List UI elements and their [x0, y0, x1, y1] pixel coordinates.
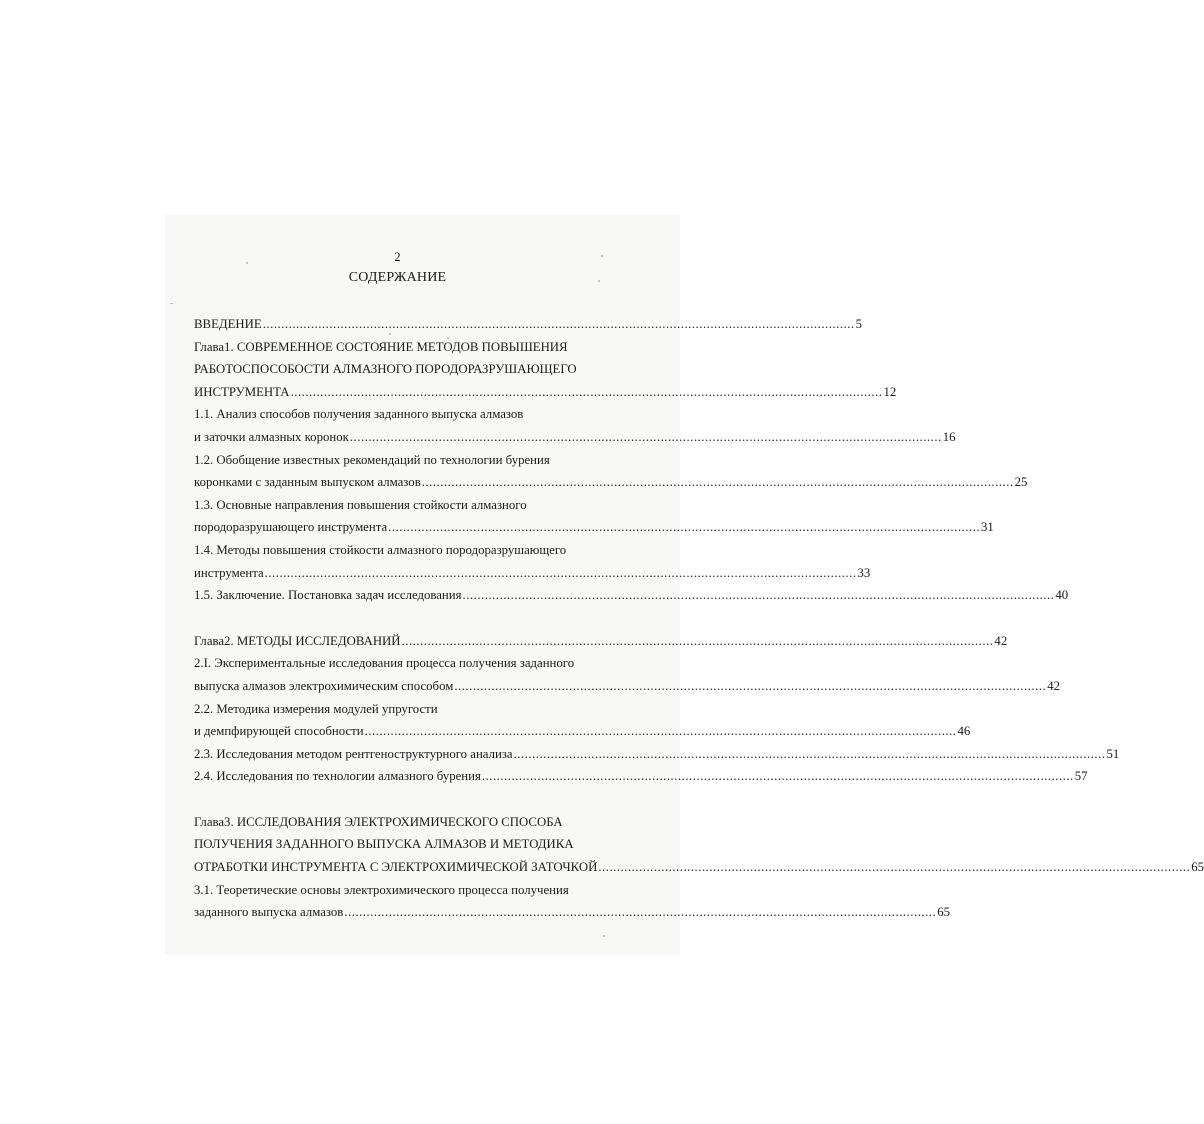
toc-entry-title: ИНСТРУМЕНТА — [194, 384, 290, 399]
dot-leader: ................................................................................................................................................................ — [598, 860, 1191, 875]
scan-speck — [170, 303, 173, 304]
toc-entry-line: 1.3. Основные направления повышения стойкости алмазного — [194, 497, 527, 512]
toc-entry-final-line — [194, 426, 956, 449]
toc-entry-title: породоразрушающего инструмента — [194, 520, 388, 535]
table-of-contents — [194, 313, 1204, 924]
toc-entry-title: ВВЕДЕНИЕ — [194, 317, 262, 331]
toc-entry-final-line — [194, 901, 950, 924]
toc-entry-title: выпуска алмазов электрохимическим способом — [194, 678, 454, 693]
toc-entry-title: заданного выпуска алмазов — [194, 905, 344, 920]
dot-leader: ................................................................................................................................................................ — [481, 769, 1074, 784]
toc-page-number: 46 — [957, 724, 971, 739]
toc-entry[interactable] — [194, 494, 994, 539]
dot-leader: ................................................................................................................................................................ — [454, 678, 1047, 693]
scan-speck — [603, 935, 605, 937]
toc-entry-title: ОТРАБОТКИ ИНСТРУМЕНТА С ЭЛЕКТРОХИМИЧЕСКОЙ ЗАТОЧКОЙ — [194, 860, 598, 875]
toc-entry[interactable] — [194, 449, 1028, 494]
toc-entry-title: коронками с заданным выпуском алмазов — [194, 475, 421, 490]
toc-page-number: 65 — [937, 905, 950, 920]
dot-leader: ................................................................................................................................................................ — [349, 429, 942, 444]
dot-leader: ................................................................................................................................................................ — [290, 384, 883, 399]
toc-entry-final-line — [194, 765, 1088, 788]
toc-entry-final-line — [194, 381, 897, 404]
dot-leader: ................................................................................................................................................................ — [264, 565, 857, 580]
toc-entry[interactable] — [194, 652, 1060, 697]
toc-entry-title: 2.3. Исследования методом рентгеноструктурного анализа — [194, 746, 513, 761]
toc-entry-title: 2.4. Исследования по технологии алмазного бурения — [194, 769, 481, 784]
dot-leader: ................................................................................................................................................................ — [364, 724, 957, 739]
toc-entry[interactable] — [194, 584, 1069, 607]
toc-entry[interactable] — [194, 879, 950, 924]
dot-leader: ................................................................................................................................................................ — [401, 633, 994, 648]
toc-page-number: 40 — [1055, 588, 1069, 603]
toc-entry-line: Глава1. СОВРЕМЕННОЕ СОСТОЯНИЕ МЕТОДОВ ПОВЫШЕНИЯ — [194, 339, 568, 354]
dot-leader: ................................................................................................................................................................ — [344, 905, 937, 920]
toc-entry-final-line — [194, 471, 1028, 494]
toc-entry-line: 1.2. Обобщение известных рекомендаций по технологии бурения — [194, 452, 550, 467]
dot-leader: ................................................................................................................................................................ — [388, 520, 981, 535]
toc-entry-final-line — [194, 562, 871, 585]
page-number: 2 — [394, 250, 401, 264]
toc-entry-final-line — [194, 313, 863, 336]
toc-entry-title: и демпфирующей способности — [194, 724, 364, 739]
toc-entry[interactable] — [194, 313, 863, 336]
toc-entry-line: ПОЛУЧЕНИЯ ЗАДАННОГО ВЫПУСКА АЛМАЗОВ И МЕТОДИКА — [194, 837, 574, 852]
toc-entry-line: Глава3. ИССЛЕДОВАНИЯ ЭЛЕКТРОХИМИЧЕСКОГО СПОСОБА — [194, 814, 563, 829]
toc-entry-title: и заточки алмазных коронок — [194, 429, 349, 444]
toc-entry[interactable] — [194, 539, 871, 584]
toc-entry-title: 1.5. Заключение. Постановка задач исследования — [194, 588, 462, 603]
toc-entry-final-line — [194, 630, 1008, 653]
toc-entry-line: 1.1. Анализ способов получения заданного выпуска алмазов — [194, 407, 524, 422]
toc-page-number: 31 — [981, 520, 994, 535]
toc-entry-line: 1.4. Методы повышения стойкости алмазного породоразрушающего — [194, 542, 567, 557]
toc-entry-title: Глава2. МЕТОДЫ ИССЛЕДОВАНИЙ — [194, 633, 401, 648]
dot-leader: ................................................................................................................................................................ — [513, 746, 1106, 761]
toc-page-number: 16 — [942, 429, 956, 444]
toc-entry-line: 2.2. Методика измерения модулей упругости — [194, 701, 438, 716]
toc-entry-title: инструмента — [194, 565, 264, 580]
toc-entry[interactable] — [194, 336, 897, 404]
toc-entry[interactable] — [194, 698, 971, 743]
toc-page-number: 25 — [1014, 475, 1028, 490]
toc-entry[interactable] — [194, 403, 956, 448]
toc-page-number: 42 — [994, 633, 1008, 648]
toc-page-number: 65 — [1191, 860, 1204, 875]
toc-page-number: 51 — [1106, 746, 1120, 761]
toc-page-number: 12 — [883, 384, 897, 399]
toc-entry-final-line — [194, 584, 1069, 607]
toc-entry-final-line — [194, 743, 1120, 766]
toc-entry[interactable] — [194, 765, 1088, 788]
dot-leader: ................................................................................................................................................................ — [262, 317, 855, 331]
toc-entry[interactable] — [194, 811, 1204, 879]
toc-entry-final-line — [194, 516, 994, 539]
toc-entry-line: 2.I. Экспериментальные исследования процесса получения заданного — [194, 656, 575, 671]
toc-entry-final-line — [194, 720, 971, 743]
dot-leader: ................................................................................................................................................................ — [462, 588, 1055, 603]
toc-entry[interactable] — [194, 630, 1008, 653]
toc-page-number: 5 — [855, 317, 863, 331]
toc-page-number: 33 — [857, 565, 871, 580]
toc-entry-line: 3.1. Теоретические основы электрохимического процесса получения — [194, 882, 569, 897]
toc-entry-final-line — [194, 675, 1060, 698]
toc-entry[interactable] — [194, 743, 1120, 766]
toc-page-number: 42 — [1047, 678, 1060, 693]
dot-leader: ................................................................................................................................................................ — [421, 475, 1014, 490]
toc-entry-final-line — [194, 856, 1204, 879]
toc-entry-line: РАБОТОСПОСОБОСТИ АЛМАЗНОГО ПОРОДОРАЗРУШАЮЩЕГО — [194, 362, 577, 377]
page-title: СОДЕРЖАНИЕ — [348, 270, 447, 285]
toc-page-number: 57 — [1074, 769, 1088, 784]
